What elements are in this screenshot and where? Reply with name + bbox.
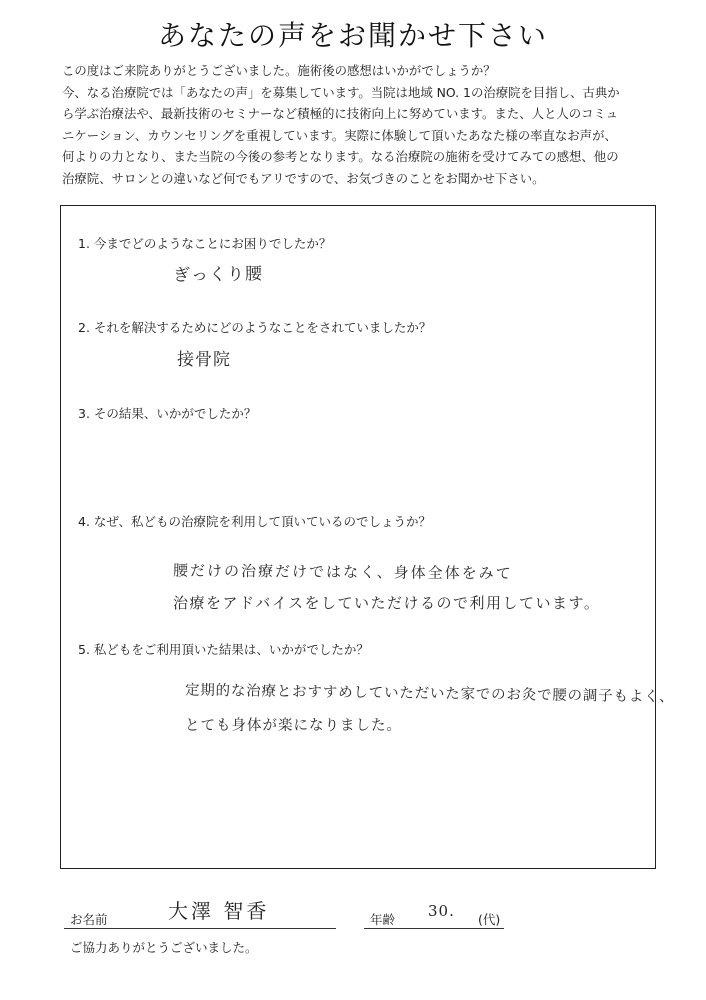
intro-line: 今、なる治療院では「あなたの声」を募集しています。当院は地域 NO. 1の治療院を目指し、古典か [62,84,620,100]
page-title: あなたの声をお聞かせ下さい [157,19,548,52]
question-4: 4. なぜ、私どもの治療院を利用して頂いているのでしょうか？ [78,514,432,529]
age-label: 年齢 [370,912,396,927]
intro-line: この度はご来院ありがとうございました。施術後の感想はいかがでしょうか？ [62,63,496,78]
age-handwritten: 30. [428,902,455,920]
intro-line: ニケーション、カウンセリングを重視しています。実際に体験して頂いたあなた様の率直なお声が、 [62,127,617,143]
answer-4-handwritten-line-2: 治療をアドバイスをしていただけるので利用しています。 [173,594,601,612]
survey-box [60,205,675,869]
question-3: 3. その結果、いかがでしたか？ [78,406,257,421]
age-underline [364,928,504,929]
age-suffix: (代) [478,912,501,927]
intro-paragraph [62,60,662,189]
intro-line: 治療院、サロンとの違いなど何でもアリですので、お気づきのことをお聞かせ下さい。 [62,170,545,186]
name-underline [64,928,336,929]
answer-5-handwritten-line-2: とても身体が楽になりました。 [185,718,402,734]
answer-2-handwritten: 接骨院 [177,350,231,370]
answer-1-handwritten: ぎっくり腰 [172,264,264,286]
intro-line: 何よりの力となり、また当院の今後の参考となります。なる治療院の施術を受けてみての感想、他の [62,149,619,164]
thanks-text: ご協力ありがとうございました。 [70,940,258,955]
question-1: 1. 今までどのようなことにお困りでしたか？ [78,236,332,251]
answer-4-handwritten-line-1: 腰だけの治療だけではなく、身体全体をみて [172,561,513,583]
name-handwritten: 大澤 智香 [168,899,270,923]
answer-5-handwritten-line-1: 定期的な治療とおすすめしていただいた家でのお灸で腰の調子もよく、 [184,682,675,706]
question-2: 2. それを解決するためにどのようなことをされていましたか？ [78,320,432,335]
name-label: お名前 [70,912,108,927]
question-5: 5. 私どもをご利用頂いた結果は、いかがでしたか？ [78,642,369,657]
intro-line: ら学ぶ治療法や、最新技術のセミナーなど積極的に技術向上に努めています。また、人と人のコミュ [62,106,619,121]
